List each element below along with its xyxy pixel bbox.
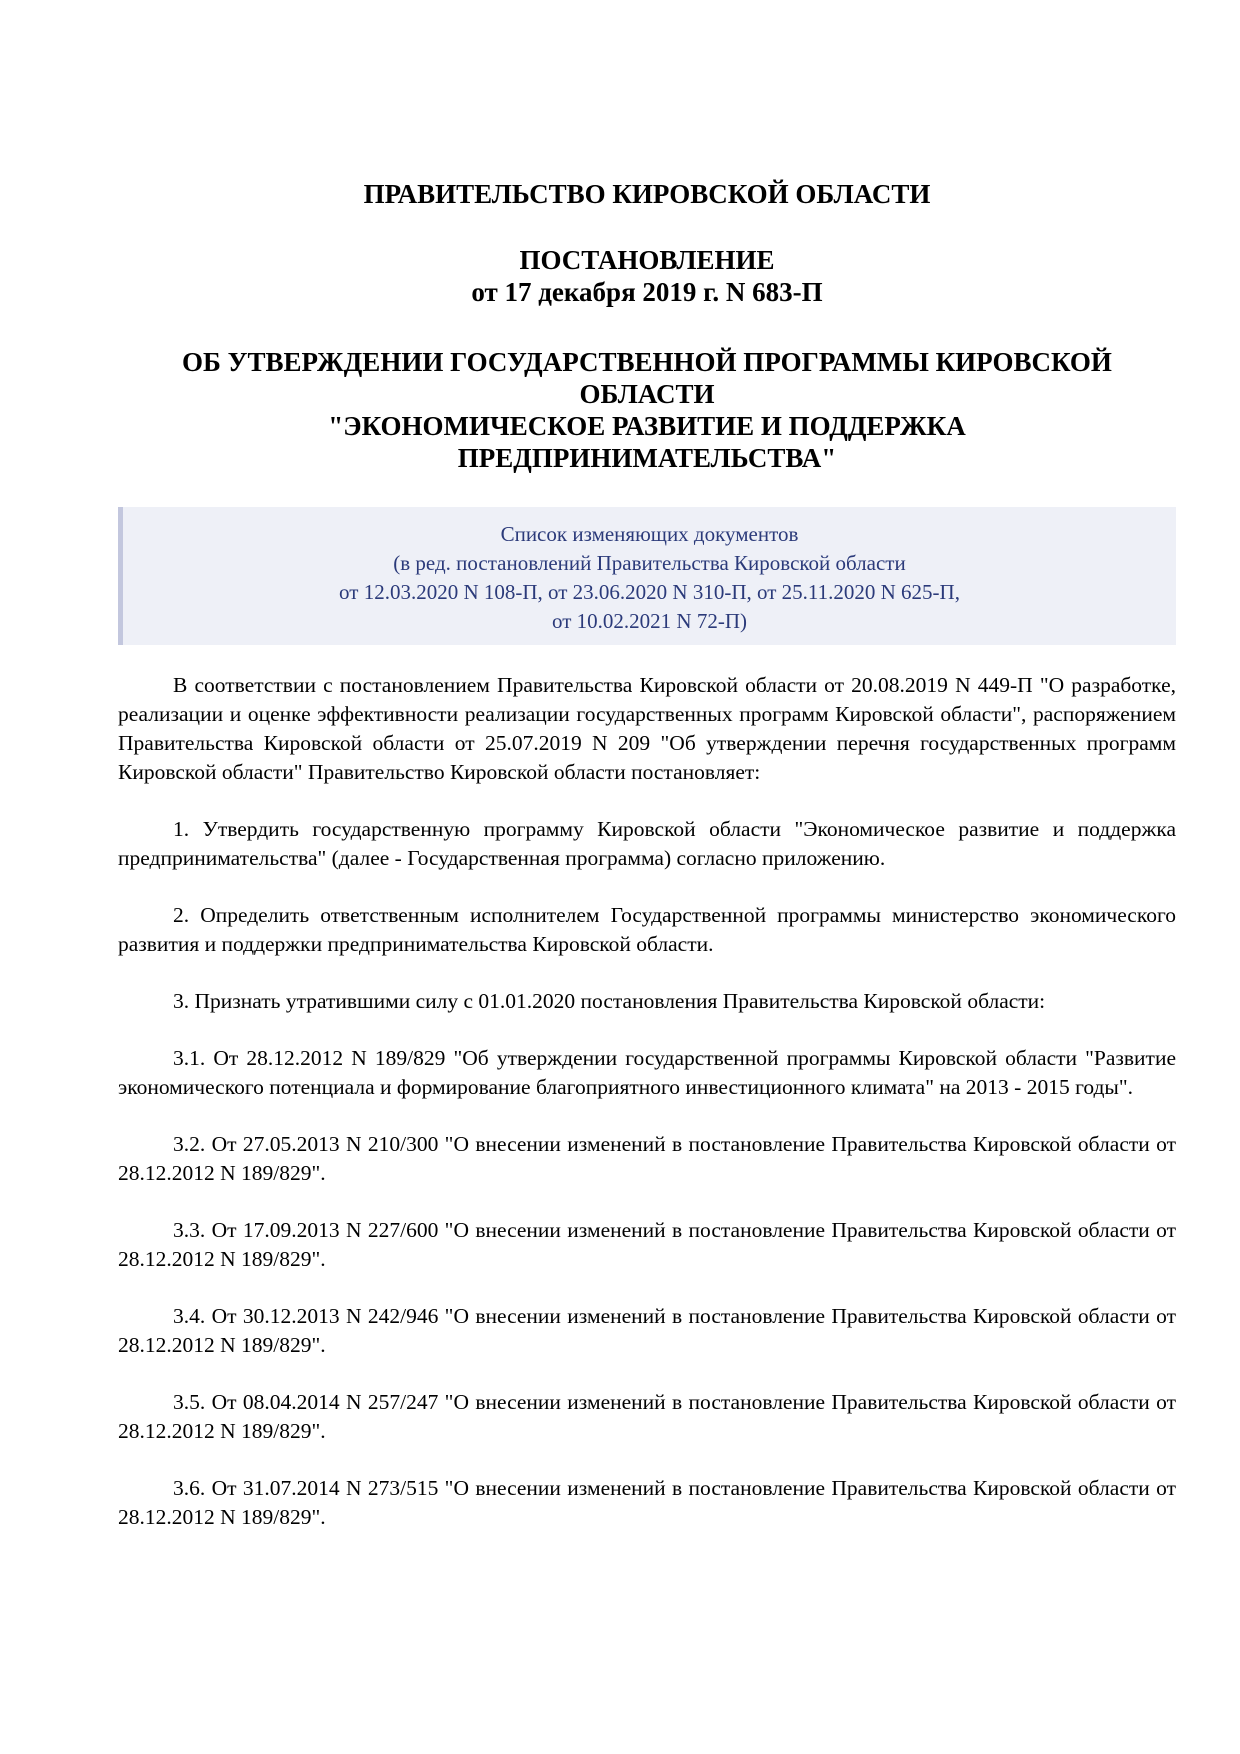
paragraph-item: 3.2. От 27.05.2013 N 210/300 "О внесении изменений в постановление Правительства Кировской области от 28.12.2012 N 189/829". xyxy=(118,1132,1176,1185)
organization-block xyxy=(118,178,1176,210)
decree-block xyxy=(118,244,1176,308)
paragraph-item: 3.1. От 28.12.2012 N 189/829 "Об утверждении государственной программы Кировской области "Развитие экономического потенциала и формирование благоприятного инвестиционного климата" на 2013 - 2015 годы". xyxy=(118,1046,1176,1099)
paragraph-item: 3. Признать утратившими силу с 01.01.2020 постановления Правительства Кировской области: xyxy=(173,989,1046,1013)
paragraph-item: 3.4. От 30.12.2013 N 242/946 "О внесении изменений в постановление Правительства Кировской области от 28.12.2012 N 189/829". xyxy=(118,1304,1176,1357)
changes-list-box xyxy=(118,507,1176,645)
doc-title-line: ПРЕДПРИНИМАТЕЛЬСТВА" xyxy=(457,443,837,473)
paragraph-item: 3.5. От 08.04.2014 N 257/247 "О внесении изменений в постановление Правительства Кировской области от 28.12.2012 N 189/829". xyxy=(118,1390,1176,1443)
doc-title-line: ОБ УТВЕРЖДЕНИИ ГОСУДАРСТВЕННОЙ ПРОГРАММЫ КИРОВСКОЙ xyxy=(182,347,1112,377)
changes-line: от 10.02.2021 N 72-П) xyxy=(552,609,747,633)
doc-title xyxy=(118,346,1176,474)
paragraph-item: 3.3. От 17.09.2013 N 227/600 "О внесении изменений в постановление Правительства Кировской области от 28.12.2012 N 189/829". xyxy=(118,1218,1176,1271)
doc-type: ПОСТАНОВЛЕНИЕ xyxy=(519,245,775,275)
changes-line: от 12.03.2020 N 108-П, от 23.06.2020 N 310-П, от 25.11.2020 N 625-П, xyxy=(339,580,960,604)
doc-date-number: от 17 декабря 2019 г. N 683-П xyxy=(471,277,823,307)
doc-title-line: "ЭКОНОМИЧЕСКОЕ РАЗВИТИЕ И ПОДДЕРЖКА xyxy=(328,411,966,441)
doc-title-line: ОБЛАСТИ xyxy=(579,379,715,409)
organization-name: ПРАВИТЕЛЬСТВО КИРОВСКОЙ ОБЛАСТИ xyxy=(363,179,931,209)
paragraph-item: 2. Определить ответственным исполнителем Государственной программы министерство экономического развития и поддержки предпринимательства Кировской области. xyxy=(118,903,1176,956)
paragraph-item: 1. Утвердить государственную программу Кировской области "Экономическое развитие и поддержка предпринимательства" (далее - Государственная программа) согласно приложению. xyxy=(118,817,1176,870)
paragraph-item: 3.6. От 31.07.2014 N 273/515 "О внесении изменений в постановление Правительства Кировской области от 28.12.2012 N 189/829". xyxy=(118,1476,1176,1529)
paragraph-preamble: В соответствии с постановлением Правительства Кировской области от 20.08.2019 N 449-П "О разработке, реализации и оценке эффективности реализации государственных программ Кировской области", распоряжением Правительства Кировской области от 25.07.2019 N 209 "Об утверждении перечня государственных программ Кировской области" Правительство Кировской области постановляет: xyxy=(118,673,1176,784)
changes-line: (в ред. постановлений Правительства Кировской области xyxy=(393,551,906,575)
changes-line: Список изменяющих документов xyxy=(500,522,799,546)
document-body xyxy=(118,671,1176,1560)
